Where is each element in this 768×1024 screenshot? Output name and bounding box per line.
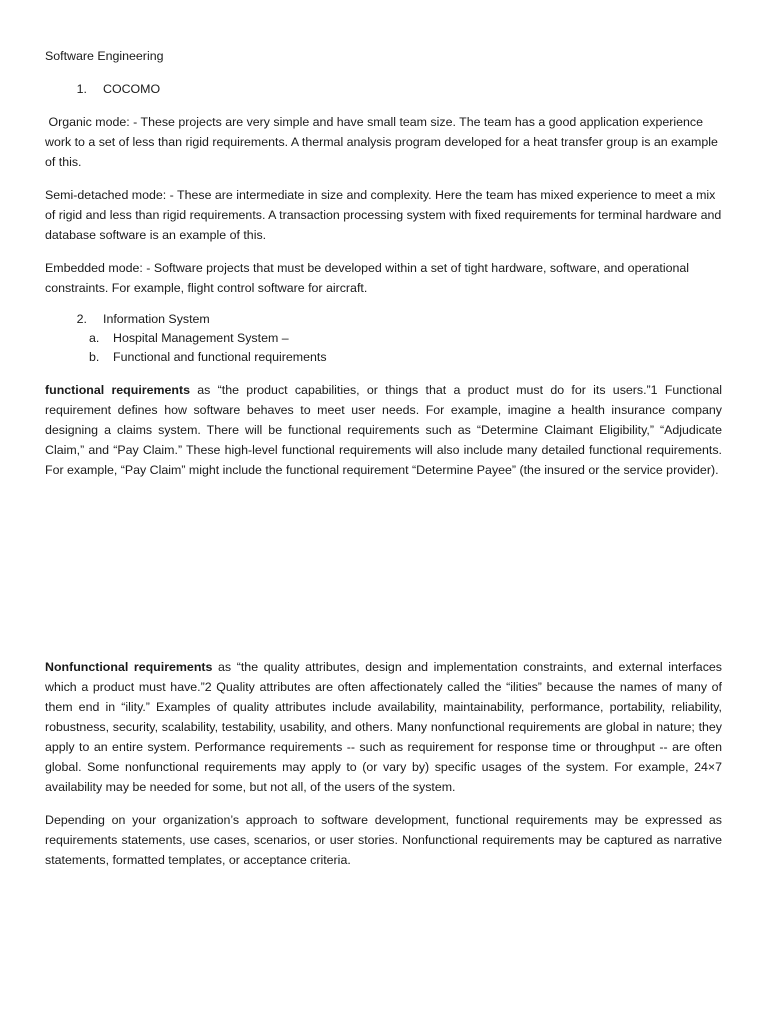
paragraph-organic <box>45 112 722 172</box>
section-heading-cocomo <box>45 79 722 99</box>
list-letter: a. <box>89 331 100 345</box>
text-semi-detached: - These are intermediate in size and complexity. Here the team has mixed experience to meet a mix of rigid and less than rigid requirements. A transaction processing system with fixed requirements for terminal hardware and database software is an example of this. <box>45 188 722 242</box>
section-heading-information-system <box>45 310 722 329</box>
paragraph-functional <box>45 380 722 480</box>
list-item <box>45 329 722 348</box>
blank-space <box>45 480 722 644</box>
list-text: Functional and functional requirements <box>113 350 327 364</box>
text-organic: - These projects are very simple and have small team size. The team has a good application experience work to a set of less than rigid requirements. A thermal analysis program developed for a heat transfer group is an example of this. <box>45 115 718 169</box>
text-functional: as “the product capabilities, or things that a product must do for its users.”1 Functional requirement defines how software behaves to meet user needs. For example, imagine a health insurance company designing a claims system. There will be functional requirements such as “Determine Claimant Eligibility,” “Adjudicate Claim,” and “Pay Claim.” These high-level functional requirements will also include many detailed functional requirements. For example, “Pay Claim” might include the functional requirement “Determine Payee” (the insured or the service provider). <box>45 383 723 477</box>
list-text: Hospital Management System – <box>113 331 289 345</box>
paragraph-closing: Depending on your organization’s approach to software development, functional requirements may be expressed as requirements statements, use cases, scenarios, or user stories. Nonfunctional requirements may be captured as narrative statements, formatted templates, or acceptance criteria. <box>45 813 722 867</box>
term-embedded: Embedded mode: <box>45 261 143 275</box>
paragraph-embedded <box>45 258 722 298</box>
section-number: 2. <box>76 312 87 326</box>
term-functional: functional requirements <box>45 383 190 397</box>
section-title: Information System <box>103 312 210 326</box>
paragraph-nonfunctional <box>45 657 722 797</box>
text-nonfunctional: as “the quality attributes, design and implementation constraints, and external interfaces which a product must have.”2 Quality attributes are often affectionately called the “ilities” because the names of many of them end in “ility.” Examples of quality attributes include availability, maintainability, performance, portability, reliability, robustness, security, scalability, testability, usability, and others. Many nonfunctional requirements are global in nature; they apply to an entire system. Performance requirements -- such as requirement for response time or throughput -- are often global. Some nonfunctional requirements may apply to (or vary by) specific usages of the system. For example, 24×7 availability may be needed for some, but not all, of the users of the system. <box>45 660 722 794</box>
section-number: 1. <box>76 82 87 96</box>
list-item <box>45 348 722 367</box>
document-title: Software Engineering <box>45 49 164 63</box>
document-page <box>45 46 722 870</box>
term-nonfunctional: Nonfunctional requirements <box>45 660 213 674</box>
term-semi-detached: Semi-detached mode: <box>45 188 167 202</box>
term-organic: Organic mode: <box>48 115 130 129</box>
text-embedded: - Software projects that must be developed within a set of tight hardware, software, and operational constraints. For example, flight control software for aircraft. <box>45 261 689 295</box>
paragraph-semi-detached <box>45 185 722 245</box>
section-title: COCOMO <box>103 82 161 96</box>
list-letter: b. <box>89 350 100 364</box>
